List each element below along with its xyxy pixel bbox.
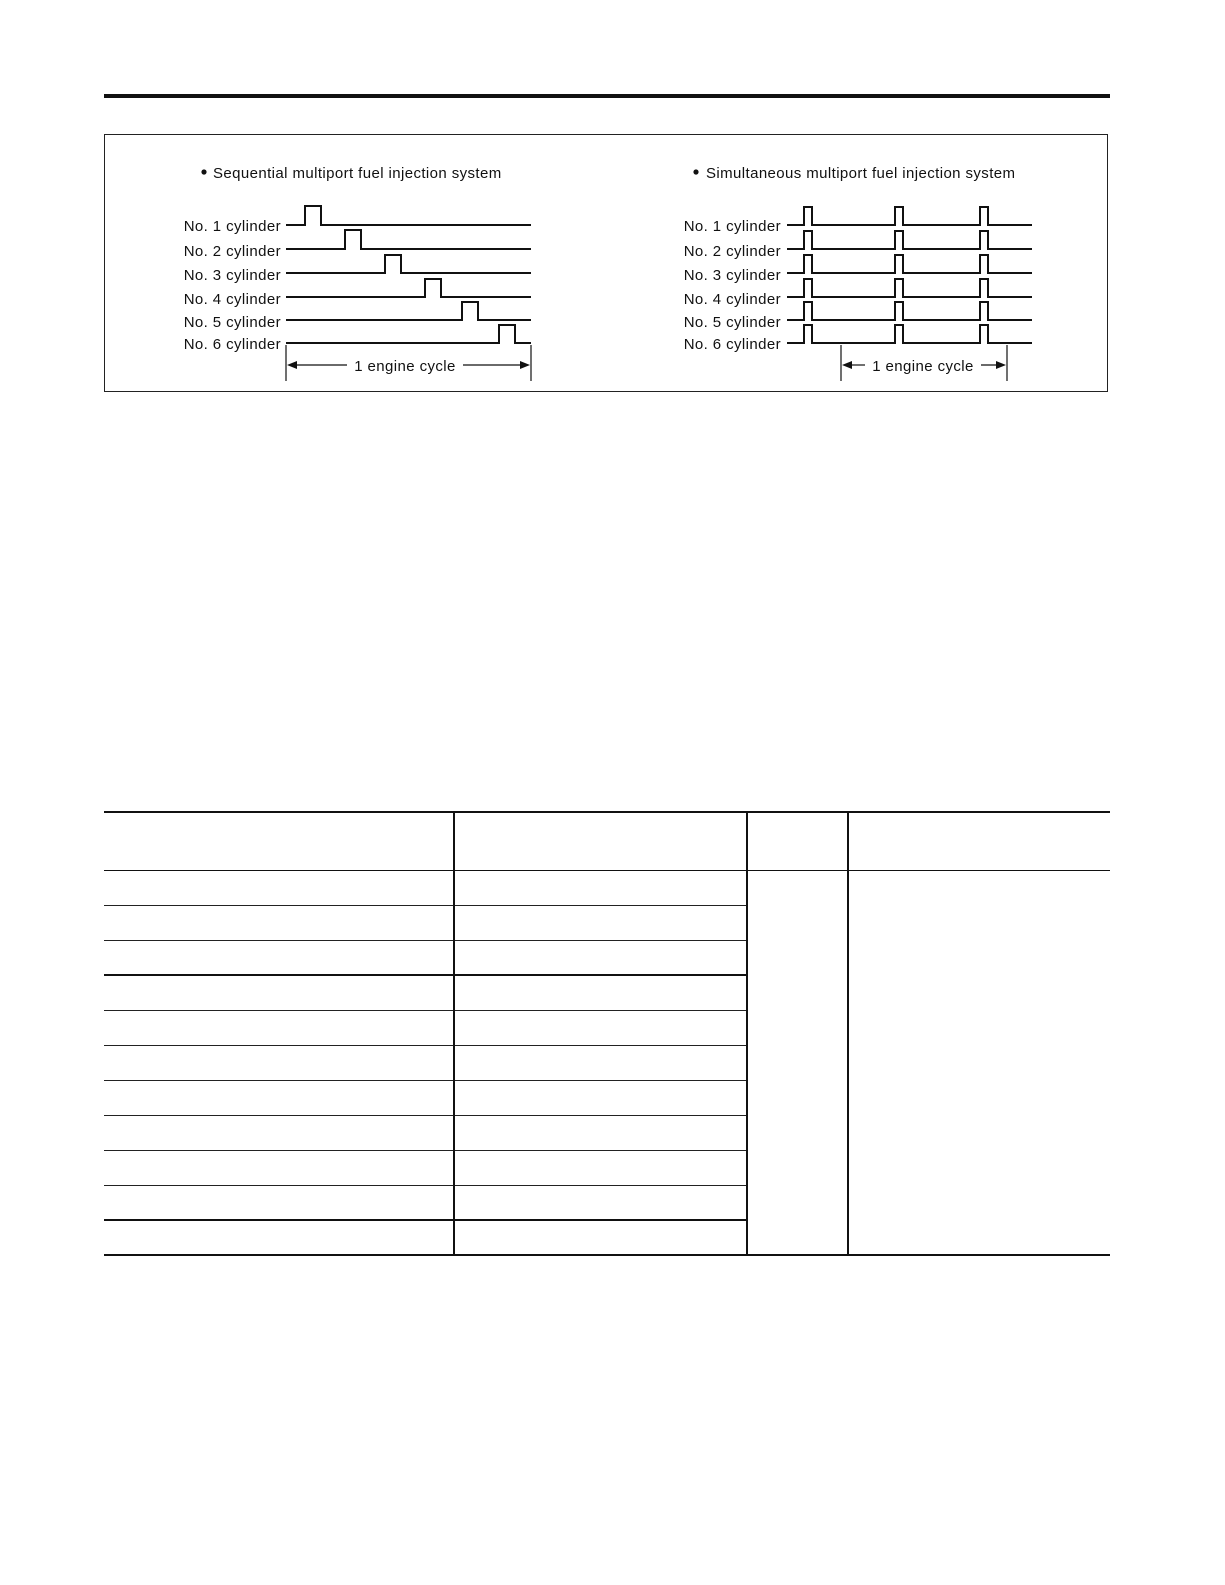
right-cylinder-4-label: No. 4 cylinder bbox=[683, 291, 781, 308]
right-cylinder-5-pulse bbox=[787, 302, 1032, 320]
table-cell bbox=[104, 870, 454, 905]
left-cylinder-4-label: No. 4 cylinder bbox=[183, 291, 281, 308]
table-header-cell bbox=[747, 812, 848, 870]
table-cell bbox=[104, 1220, 454, 1255]
left-panel-title: Sequential multiport fuel injection system bbox=[213, 165, 502, 182]
spec-table bbox=[104, 811, 1110, 1256]
table-cell bbox=[454, 905, 747, 940]
table-cell bbox=[104, 1185, 454, 1220]
left-cylinder-4-pulse bbox=[286, 279, 531, 297]
right-cylinder-5-label: No. 5 cylinder bbox=[683, 314, 781, 331]
left-cylinder-2-pulse bbox=[286, 230, 531, 249]
right-cylinder-6-pulse bbox=[787, 325, 1032, 343]
left-cylinder-5-pulse bbox=[286, 302, 531, 320]
left-cylinder-2-label: No. 2 cylinder bbox=[183, 243, 281, 260]
table-cell bbox=[104, 1045, 454, 1080]
table-cell bbox=[104, 975, 454, 1010]
right-cylinder-2-pulse bbox=[787, 231, 1032, 249]
table-cell bbox=[104, 1150, 454, 1185]
right-panel-title: Simultaneous multiport fuel injection system bbox=[706, 165, 1016, 182]
left-cycle-arrow-right-icon bbox=[520, 361, 530, 369]
left-cylinder-1-pulse bbox=[286, 206, 531, 225]
table-header-cell bbox=[454, 812, 747, 870]
table-cell bbox=[454, 975, 747, 1010]
right-cylinder-2-label: No. 2 cylinder bbox=[683, 243, 781, 260]
table-cell bbox=[104, 1115, 454, 1150]
table-header-row bbox=[104, 812, 1110, 870]
right-cycle-arrow-left-icon bbox=[842, 361, 852, 369]
table-cell bbox=[454, 1080, 747, 1115]
page-top-rule bbox=[104, 94, 1110, 98]
left-cylinder-6-pulse bbox=[286, 325, 531, 343]
injection-timing-diagram bbox=[104, 134, 1108, 392]
table-cell bbox=[454, 1045, 747, 1080]
right-cycle-arrow-right-icon bbox=[996, 361, 1006, 369]
table-merged-cell bbox=[747, 870, 848, 1255]
left-cylinder-6-label: No. 6 cylinder bbox=[183, 336, 281, 353]
right-cylinder-1-label: No. 1 cylinder bbox=[683, 218, 781, 235]
left-bullet-icon bbox=[201, 169, 206, 174]
left-cylinder-3-pulse bbox=[286, 255, 531, 273]
right-cylinder-3-label: No. 3 cylinder bbox=[683, 267, 781, 284]
table-cell bbox=[104, 905, 454, 940]
left-cycle-label: 1 engine cycle bbox=[354, 358, 456, 375]
table-cell bbox=[454, 1010, 747, 1045]
table-cell bbox=[454, 1185, 747, 1220]
left-cycle-arrow-left-icon bbox=[287, 361, 297, 369]
table-cell bbox=[454, 870, 747, 905]
table-cell bbox=[104, 1080, 454, 1115]
left-cylinder-3-label: No. 3 cylinder bbox=[183, 267, 281, 284]
left-cylinder-5-label: No. 5 cylinder bbox=[183, 314, 281, 331]
right-cylinder-1-pulse bbox=[787, 207, 1032, 225]
table-cell bbox=[104, 1010, 454, 1045]
table-cell bbox=[454, 940, 747, 975]
table-header-cell bbox=[104, 812, 454, 870]
table-cell bbox=[454, 1220, 747, 1255]
table-cell bbox=[454, 1115, 747, 1150]
right-cylinder-3-pulse bbox=[787, 255, 1032, 273]
right-bullet-icon bbox=[693, 169, 698, 174]
right-cylinder-4-pulse bbox=[787, 279, 1032, 297]
table-merged-cell bbox=[848, 870, 1110, 1255]
table-row bbox=[104, 870, 1110, 905]
injection-timing-svg bbox=[105, 135, 1109, 393]
right-cylinder-6-label: No. 6 cylinder bbox=[683, 336, 781, 353]
table-cell bbox=[454, 1150, 747, 1185]
right-cycle-label: 1 engine cycle bbox=[872, 358, 974, 375]
left-cylinder-1-label: No. 1 cylinder bbox=[183, 218, 281, 235]
table-header-cell bbox=[848, 812, 1110, 870]
table-cell bbox=[104, 940, 454, 975]
